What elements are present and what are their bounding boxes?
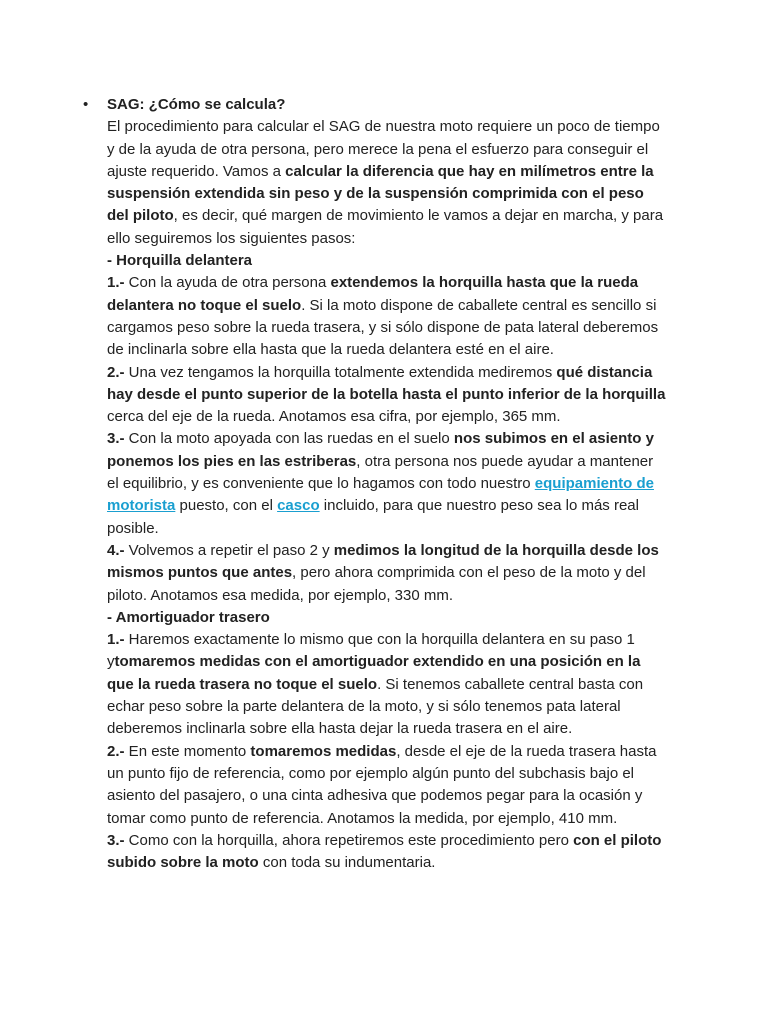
link-casco[interactable]: casco — [277, 497, 320, 515]
subheading-front-fork: - Horquilla delantera — [107, 252, 253, 270]
rear-step-1: 1.- Haremos exactamente lo mismo que con la horquilla delantera en su paso 1 ytomaremos medidas con el amortiguador extendido en una posición en la que la rueda trasera no toque el suelo. Si tenemos caballete central basta con echar peso sobre la parte delantera de la moto, y si sólo tenemos pata lateral deberemos inclinarla sobre ella hasta dejar la rueda trasera en el aire. — [107, 631, 644, 738]
front-step-3: 3.- Con la moto apoyada con las ruedas en el suelo nos subimos en el asiento y ponemos los pies en las estriberas, otra persona nos puede ayudar a mantener el equilibrio, y es conveniente que lo hagamos con todo nuestro equipamiento de motorista puesto, con el casco incluido, para que nuestro peso sea lo más real posible. — [107, 430, 654, 537]
front-step-2: 2.- Una vez tengamos la horquilla totalmente extendida mediremos qué distancia hay desde el punto superior de la botella hasta el punto inferior de la horquilla cerca del eje de la rueda. Anotamos esa cifra, por ejemplo, 365 mm. — [107, 363, 666, 426]
subheading-rear-shock: - Amortiguador trasero — [107, 608, 270, 626]
bullet-icon: • — [83, 96, 89, 113]
section-heading: SAG: ¿Cómo se calcula? — [107, 96, 286, 113]
intro-paragraph: El procedimiento para calcular el SAG de nuestra moto requiere un poco de tiempo y de la ayuda de otra persona, pero merece la pena el esfuerzo para conseguir el ajuste requerido. Vamos a calcular la diferencia que hay en milímetros entre la suspensión extendida sin peso y de la suspensión comprimida con el peso del piloto, es decir, qué margen de movimiento le vamos a dejar en marcha, y para ello seguiremos los siguientes pasos: — [107, 118, 664, 247]
document-body — [83, 94, 667, 874]
front-step-1: 1.- Con la ayuda de otra persona extendemos la horquilla hasta que la rueda delantera no toque el suelo. Si la moto dispone de caballete central es sencillo si cargamos peso sobre la rueda trasera, y si sólo dispone de pata lateral deberemos de inclinarla sobre ella hasta que la rueda delantera esté en el aire. — [107, 274, 659, 359]
front-step-4: 4.- Volvemos a repetir el paso 2 y medimos la longitud de la horquilla desde los mismos puntos que antes, pero ahora comprimida con el peso de la moto y del piloto. Anotamos esa medida, por ejemplo, 330 mm. — [107, 541, 659, 604]
rear-step-2: 2.- En este momento tomaremos medidas, desde el eje de la rueda trasera hasta un punto fijo de referencia, como por ejemplo algún punto del subchasis bajo el asiento del pasajero, o una cinta adhesiva que podemos pegar para la ocasión y tomar como punto de referencia. Anotamos la medida, por ejemplo, 410 mm. — [107, 742, 657, 827]
link-equipamiento-motorista[interactable]: equipamiento de motorista — [107, 475, 654, 515]
rear-step-3: 3.- Como con la horquilla, ahora repetiremos este procedimiento pero con el piloto subido sobre la moto con toda su indumentaria. — [107, 831, 662, 872]
